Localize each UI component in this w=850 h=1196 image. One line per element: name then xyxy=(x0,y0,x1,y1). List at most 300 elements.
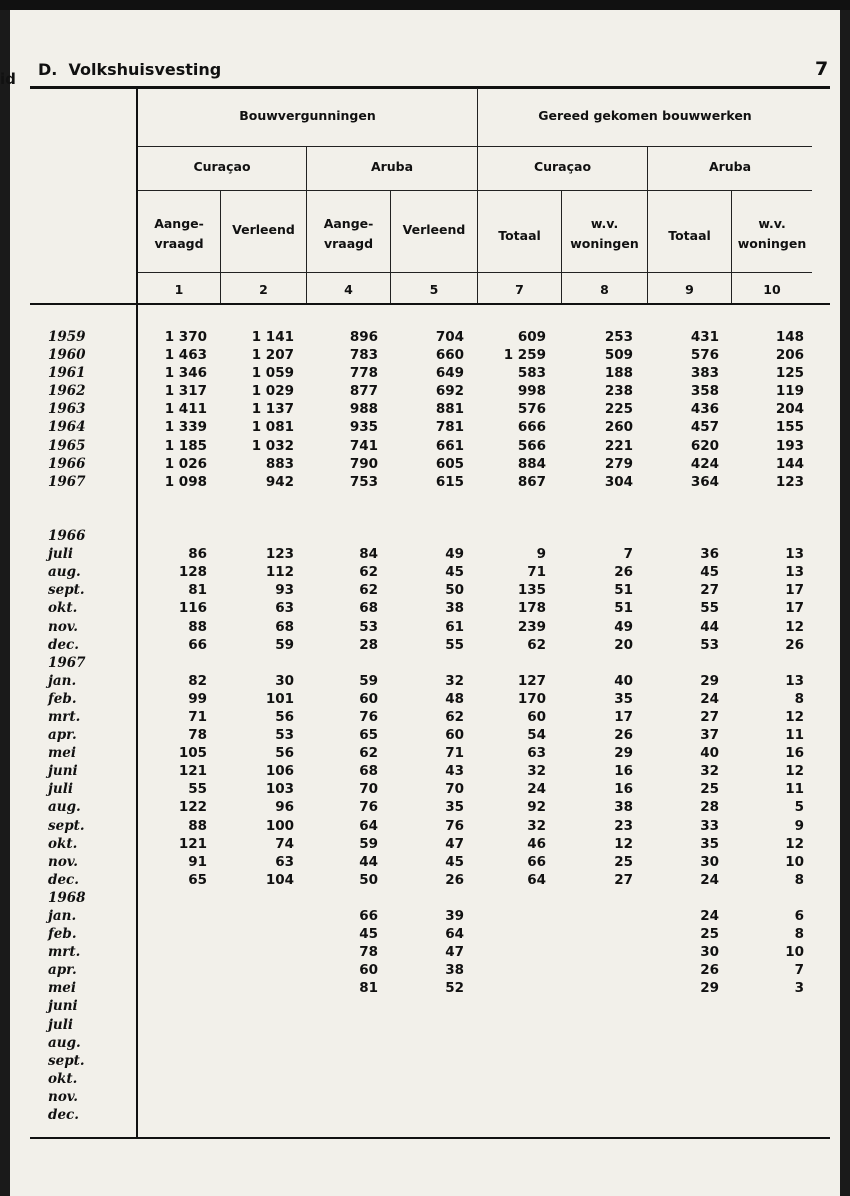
subheader-curacao-left: Curaçao xyxy=(193,159,251,174)
table-cell xyxy=(224,527,294,545)
table-cell: 104 xyxy=(265,871,294,888)
table-cell xyxy=(140,925,207,943)
table-cell xyxy=(140,979,207,997)
row-label: dec. xyxy=(48,1107,79,1124)
table-cell: 62 xyxy=(445,708,464,725)
table-cell: 68 xyxy=(359,763,378,780)
table-cell: 70 xyxy=(359,781,378,798)
table-cell: 16 xyxy=(614,781,633,798)
table-cell: 64 xyxy=(527,871,546,888)
row-label: okt. xyxy=(48,835,78,852)
row-label: mrt. xyxy=(48,708,81,725)
table-cell: 778 xyxy=(349,365,378,382)
row-label xyxy=(48,509,86,527)
table-cell: 99 xyxy=(188,690,207,707)
table-cell: 1 339 xyxy=(164,419,207,436)
table-cell xyxy=(224,979,294,997)
table-cell: 59 xyxy=(359,835,378,852)
table-cell: 16 xyxy=(785,745,804,762)
header-top-rule xyxy=(30,86,830,89)
table-cell: 666 xyxy=(517,419,546,436)
table-cell: 8 xyxy=(794,871,804,888)
row-label: 1966 xyxy=(48,528,86,545)
table-cell: 225 xyxy=(604,401,633,418)
table-cell xyxy=(735,509,804,527)
table-cell: 101 xyxy=(265,690,294,707)
table-cell: 1 032 xyxy=(251,437,294,454)
table-cell: 3 xyxy=(794,980,804,997)
table-cell: 24 xyxy=(700,871,719,888)
row-label: juni xyxy=(48,998,78,1015)
table-cell xyxy=(140,907,207,925)
row-label: feb. xyxy=(48,690,77,707)
table-cell: 59 xyxy=(275,636,294,653)
table-cell xyxy=(480,961,546,979)
table-cell xyxy=(310,654,378,672)
table-cell: 74 xyxy=(275,835,294,852)
table-cell: 1 081 xyxy=(251,419,294,436)
colnum-10: 10 xyxy=(763,282,781,297)
row-label: juli xyxy=(48,1016,73,1033)
table-cell: 304 xyxy=(604,473,633,490)
table-cell: 509 xyxy=(604,347,633,364)
table-cell: 25 xyxy=(614,853,633,870)
row-label: sept. xyxy=(48,582,85,599)
table-cell: 279 xyxy=(604,455,633,472)
table-cell xyxy=(224,654,294,672)
table-cell: 1 370 xyxy=(164,329,207,345)
table-cell xyxy=(140,1088,207,1106)
table-cell: 661 xyxy=(435,437,464,454)
table-cell: 17 xyxy=(785,582,804,599)
table-cell: 65 xyxy=(188,871,207,888)
table-cell: 106 xyxy=(265,763,294,780)
colname-totaal: Totaal xyxy=(498,228,541,243)
table-cell xyxy=(310,1034,378,1052)
table-cell: 121 xyxy=(178,835,207,852)
table-cell: 26 xyxy=(785,636,804,653)
column-9-values xyxy=(650,328,719,1124)
table-cell: 1 411 xyxy=(164,401,207,418)
table-cell xyxy=(565,1088,633,1106)
table-cell xyxy=(224,997,294,1015)
table-cell xyxy=(735,1052,804,1070)
table-cell: 33 xyxy=(700,817,719,834)
table-cell: 55 xyxy=(700,600,719,617)
table-cell xyxy=(650,1106,719,1124)
table-cell: 32 xyxy=(527,817,546,834)
table-cell: 28 xyxy=(700,799,719,816)
table-cell: 30 xyxy=(275,672,294,689)
subheader-aruba-left: Aruba xyxy=(370,159,414,174)
table-cell xyxy=(735,527,804,545)
column-4-values xyxy=(310,328,378,1124)
table-cell: 30 xyxy=(700,853,719,870)
table-cell: 40 xyxy=(614,672,633,689)
table-cell xyxy=(480,491,546,509)
table-cell xyxy=(140,1070,207,1088)
table-cell: 9 xyxy=(794,817,804,834)
table-cell xyxy=(565,527,633,545)
table-cell: 93 xyxy=(275,582,294,599)
row-label: okt. xyxy=(48,1070,78,1087)
table-cell: 65 xyxy=(359,727,378,744)
table-cell: 12 xyxy=(785,708,804,725)
table-cell xyxy=(480,654,546,672)
table-cell: 55 xyxy=(445,636,464,653)
table-cell: 576 xyxy=(517,401,546,418)
table-cell: 47 xyxy=(445,944,464,961)
table-cell: 60 xyxy=(445,727,464,744)
table-cell: 20 xyxy=(614,636,633,653)
table-cell: 54 xyxy=(527,727,546,744)
table-cell: 1 098 xyxy=(164,473,207,490)
table-cell: 239 xyxy=(517,618,546,635)
table-cell: 123 xyxy=(265,546,294,563)
table-cell: 92 xyxy=(527,799,546,816)
table-cell xyxy=(480,1088,546,1106)
table-cell: 23 xyxy=(614,817,633,834)
table-cell: 10 xyxy=(785,853,804,870)
table-cell xyxy=(224,509,294,527)
table-cell: 13 xyxy=(785,564,804,581)
row-label: 1965 xyxy=(48,437,86,454)
table-cell: 51 xyxy=(614,582,633,599)
table-cell xyxy=(224,1070,294,1088)
table-cell xyxy=(650,654,719,672)
table-cell xyxy=(140,527,207,545)
table-cell: 51 xyxy=(614,600,633,617)
table-cell: 12 xyxy=(785,618,804,635)
table-cell xyxy=(565,979,633,997)
table-cell: 76 xyxy=(359,799,378,816)
table-cell xyxy=(394,1106,464,1124)
table-cell: 60 xyxy=(527,708,546,725)
subheader-curacao-right: Curaçao xyxy=(533,159,592,174)
table-cell xyxy=(394,997,464,1015)
table-cell xyxy=(480,527,546,545)
table-cell: 96 xyxy=(275,799,294,816)
table-cell: 86 xyxy=(188,546,207,563)
table-cell: 253 xyxy=(604,329,633,345)
colname-wv2-l1: w.v. xyxy=(758,216,786,231)
row-label: jan. xyxy=(48,672,77,689)
colnum-5: 5 xyxy=(429,282,439,297)
table-cell: 193 xyxy=(775,437,804,454)
table-cell: 942 xyxy=(265,473,294,490)
table-cell xyxy=(565,907,633,925)
table-cell: 144 xyxy=(775,455,804,472)
table-cell: 26 xyxy=(614,564,633,581)
table-cell: 62 xyxy=(527,636,546,653)
colname-aangevraagd2-l1: Aange- xyxy=(323,216,374,231)
table-cell: 935 xyxy=(349,419,378,436)
table-cell: 6 xyxy=(794,908,804,924)
table-cell xyxy=(140,889,207,907)
column-2-values xyxy=(224,328,294,1124)
table-cell: 60 xyxy=(359,962,378,979)
colname-wv-l1: w.v. xyxy=(590,216,619,231)
row-label: 1966 xyxy=(48,455,86,472)
row-label: apr. xyxy=(48,962,77,979)
row-label-column xyxy=(48,328,86,1124)
table-cell xyxy=(140,961,207,979)
table-cell: 62 xyxy=(359,582,378,599)
table-cell: 660 xyxy=(435,347,464,364)
table-cell: 62 xyxy=(359,745,378,762)
table-cell: 27 xyxy=(700,708,719,725)
table-cell: 17 xyxy=(614,708,633,725)
table-cell: 62 xyxy=(359,564,378,581)
table-cell: 26 xyxy=(614,727,633,744)
table-cell: 25 xyxy=(700,926,719,943)
table-cell xyxy=(650,527,719,545)
table-cell: 431 xyxy=(690,329,719,345)
table-cell xyxy=(394,527,464,545)
table-cell xyxy=(140,1106,207,1124)
table-cell: 60 xyxy=(359,690,378,707)
table-cell: 221 xyxy=(604,437,633,454)
table-cell: 30 xyxy=(700,944,719,961)
table-cell xyxy=(480,1034,546,1052)
table-cell xyxy=(394,1034,464,1052)
table-cell: 10 xyxy=(785,944,804,961)
table-cell xyxy=(310,1088,378,1106)
row-label: aug. xyxy=(48,1034,81,1051)
table-cell: 1 141 xyxy=(251,329,294,345)
table-cell: 204 xyxy=(775,401,804,418)
table-cell: 8 xyxy=(794,690,804,707)
table-cell: 436 xyxy=(690,401,719,418)
table-cell: 35 xyxy=(700,835,719,852)
table-cell xyxy=(565,1034,633,1052)
table-cell: 46 xyxy=(527,835,546,852)
colname-aangevraagd2-l2: vraagd xyxy=(323,236,374,251)
table-cell: 50 xyxy=(359,871,378,888)
table-cell xyxy=(735,654,804,672)
column-5-values xyxy=(394,328,464,1124)
table-cell: 45 xyxy=(700,564,719,581)
row-label xyxy=(48,491,86,509)
table-cell: 45 xyxy=(445,853,464,870)
table-cell: 29 xyxy=(700,672,719,689)
table-cell xyxy=(650,509,719,527)
table-cell: 49 xyxy=(614,618,633,635)
table-cell: 48 xyxy=(445,690,464,707)
table-cell xyxy=(565,509,633,527)
table-cell xyxy=(394,491,464,509)
table-cell xyxy=(310,997,378,1015)
table-cell: 11 xyxy=(785,781,804,798)
table-cell: 9 xyxy=(536,546,546,563)
table-cell xyxy=(480,1052,546,1070)
table-cell: 13 xyxy=(785,546,804,563)
section-title: D. Volkshuisvesting xyxy=(38,60,222,79)
table-cell: 123 xyxy=(775,473,804,490)
table-cell xyxy=(224,491,294,509)
table-cell: 71 xyxy=(527,564,546,581)
table-cell: 66 xyxy=(359,908,378,924)
table-cell xyxy=(224,943,294,961)
table-cell xyxy=(310,1070,378,1088)
table-cell xyxy=(565,1052,633,1070)
table-cell xyxy=(224,1034,294,1052)
table-cell xyxy=(310,1106,378,1124)
subgroup-rule xyxy=(138,190,812,191)
table-cell xyxy=(650,997,719,1015)
table-cell: 649 xyxy=(435,365,464,382)
table-cell: 576 xyxy=(690,347,719,364)
row-label: mei xyxy=(48,745,77,762)
table-cell: 148 xyxy=(775,329,804,345)
group-header-gereed: Gereed gekomen bouwwerken xyxy=(538,108,752,123)
table-cell: 12 xyxy=(785,763,804,780)
row-label: nov. xyxy=(48,853,79,870)
table-cell: 7 xyxy=(794,962,804,979)
table-cell: 63 xyxy=(275,600,294,617)
table-cell: 121 xyxy=(178,763,207,780)
table-cell xyxy=(480,925,546,943)
table-cell: 1 317 xyxy=(164,383,207,400)
table-cell: 615 xyxy=(435,473,464,490)
table-cell xyxy=(224,1052,294,1070)
table-cell: 45 xyxy=(445,564,464,581)
table-cell: 790 xyxy=(349,455,378,472)
row-label: 1964 xyxy=(48,419,86,436)
table-cell xyxy=(480,979,546,997)
table-cell xyxy=(224,1106,294,1124)
row-label: 1961 xyxy=(48,365,86,382)
table-bottom-rule xyxy=(30,1137,830,1139)
table-cell: 781 xyxy=(435,419,464,436)
table-cell: 78 xyxy=(188,727,207,744)
table-cell: 82 xyxy=(188,672,207,689)
table-cell: 81 xyxy=(188,582,207,599)
table-cell: 1 207 xyxy=(251,347,294,364)
table-cell: 105 xyxy=(178,745,207,762)
colname-aangevraagd-l2: vraagd xyxy=(154,236,204,251)
table-cell: 32 xyxy=(700,763,719,780)
colnum-8: 8 xyxy=(600,282,609,297)
group-rule xyxy=(138,146,812,147)
table-cell: 119 xyxy=(775,383,804,400)
table-cell: 38 xyxy=(445,600,464,617)
table-cell: 63 xyxy=(275,853,294,870)
table-cell: 8 xyxy=(794,926,804,943)
table-cell xyxy=(140,997,207,1015)
table-cell: 70 xyxy=(445,781,464,798)
table-cell: 81 xyxy=(359,980,378,997)
table-cell: 35 xyxy=(445,799,464,816)
table-cell: 125 xyxy=(775,365,804,382)
colnum-7: 7 xyxy=(515,282,524,297)
row-label: mrt. xyxy=(48,944,81,961)
table-cell xyxy=(650,1052,719,1070)
row-label: sept. xyxy=(48,1052,85,1069)
table-cell: 884 xyxy=(517,455,546,472)
table-cell: 988 xyxy=(349,401,378,418)
table-cell: 53 xyxy=(275,727,294,744)
table-cell: 32 xyxy=(445,672,464,689)
row-label: 1963 xyxy=(48,401,86,418)
table-cell: 26 xyxy=(700,962,719,979)
table-cell: 609 xyxy=(517,329,546,345)
table-cell xyxy=(140,654,207,672)
table-cell xyxy=(650,1088,719,1106)
table-cell xyxy=(565,889,633,907)
colname-verleend2: Verleend xyxy=(402,222,466,237)
table-cell xyxy=(394,1088,464,1106)
table-cell xyxy=(140,509,207,527)
table-cell: 260 xyxy=(604,419,633,436)
table-cell: 11 xyxy=(785,727,804,744)
table-cell: 71 xyxy=(188,708,207,725)
table-cell: 122 xyxy=(178,799,207,816)
table-cell xyxy=(224,961,294,979)
table-cell: 27 xyxy=(700,582,719,599)
table-cell: 35 xyxy=(614,690,633,707)
table-cell: 605 xyxy=(435,455,464,472)
table-cell xyxy=(650,889,719,907)
table-cell: 68 xyxy=(275,618,294,635)
table-cell xyxy=(224,1016,294,1034)
table-cell: 84 xyxy=(359,546,378,563)
table-cell: 704 xyxy=(435,329,464,345)
table-cell: 44 xyxy=(359,853,378,870)
table-cell: 39 xyxy=(445,908,464,924)
table-cell: 53 xyxy=(700,636,719,653)
table-cell: 998 xyxy=(517,383,546,400)
table-cell: 620 xyxy=(690,437,719,454)
row-label: nov. xyxy=(48,618,79,635)
table-cell: 32 xyxy=(527,763,546,780)
table-cell: 76 xyxy=(445,817,464,834)
table-cell: 128 xyxy=(178,564,207,581)
table-cell: 883 xyxy=(265,455,294,472)
group-header-bouwvergunningen: Bouwvergunningen xyxy=(239,108,376,123)
subheader-aruba-right: Aruba xyxy=(708,159,752,174)
table-cell xyxy=(565,654,633,672)
table-cell: 170 xyxy=(517,690,546,707)
table-cell xyxy=(735,1070,804,1088)
colname-totaal2: Totaal xyxy=(668,228,711,243)
table-cell: 1 346 xyxy=(164,365,207,382)
table-cell: 88 xyxy=(188,817,207,834)
table-cell xyxy=(394,509,464,527)
table-cell: 358 xyxy=(690,383,719,400)
table-cell xyxy=(310,889,378,907)
table-cell xyxy=(735,889,804,907)
table-cell xyxy=(224,907,294,925)
table-cell xyxy=(224,1088,294,1106)
table-cell: 100 xyxy=(265,817,294,834)
table-cell: 44 xyxy=(700,618,719,635)
table-cell: 178 xyxy=(517,600,546,617)
table-cell: 43 xyxy=(445,763,464,780)
table-cell: 783 xyxy=(349,347,378,364)
table-cell: 55 xyxy=(188,781,207,798)
column-7-values xyxy=(480,328,546,1124)
row-label: juni xyxy=(48,763,78,780)
table-cell: 68 xyxy=(359,600,378,617)
row-label: mei xyxy=(48,980,77,997)
table-cell: 116 xyxy=(178,600,207,617)
table-cell: 24 xyxy=(700,908,719,924)
table-cell xyxy=(480,907,546,925)
table-cell xyxy=(735,1088,804,1106)
colname-wv-l2: woningen xyxy=(570,236,639,251)
table-cell: 63 xyxy=(527,745,546,762)
